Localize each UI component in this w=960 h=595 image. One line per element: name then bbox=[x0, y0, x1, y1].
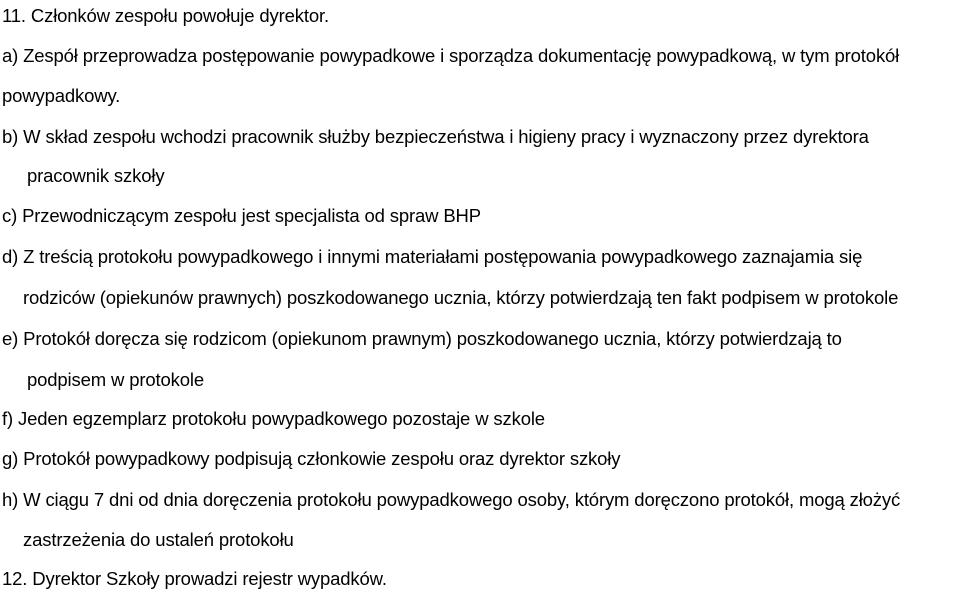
item-d-line-2: rodziców (opiekunów prawnych) poszkodowanego ucznia, którzy potwierdzają ten fakt podpisem w protokole bbox=[23, 287, 899, 308]
item-b-line-2: pracownik szkoły bbox=[27, 165, 165, 186]
item-c: c) Przewodniczącym zespołu jest specjalista od spraw BHP bbox=[2, 205, 481, 226]
item-a-line-2: powypadkowy. bbox=[2, 85, 121, 106]
paragraph-12: 12. Dyrektor Szkoły prowadzi rejestr wypadków. bbox=[2, 568, 387, 589]
item-h-line-2: zastrzeżenia do ustaleń protokołu bbox=[23, 529, 294, 550]
item-b-line-1: b) W skład zespołu wchodzi pracownik służby bezpieczeństwa i higieny pracy i wyznaczony przez dyrektora bbox=[2, 126, 869, 147]
item-g: g) Protokół powypadkowy podpisują członkowie zespołu oraz dyrektor szkoły bbox=[2, 448, 621, 469]
item-a-line-1: a) Zespół przeprowadza postępowanie powypadkowe i sporządza dokumentację powypadkową, w tym protokół bbox=[2, 45, 900, 66]
paragraph-11: 11. Członków zespołu powołuje dyrektor. bbox=[2, 5, 329, 26]
item-f: f) Jeden egzemplarz protokołu powypadkowego pozostaje w szkole bbox=[2, 408, 545, 429]
item-e-line-2: podpisem w protokole bbox=[27, 369, 204, 390]
item-h-line-1: h) W ciągu 7 dni od dnia doręczenia protokołu powypadkowego osoby, którym doręczono protokół, mogą złożyć bbox=[2, 489, 901, 510]
item-d-line-1: d) Z treścią protokołu powypadkowego i innymi materiałami postępowania powypadkowego zaznajamia się bbox=[2, 246, 863, 267]
item-e-line-1: e) Protokół doręcza się rodzicom (opiekunom prawnym) poszkodowanego ucznia, którzy potwierdzają to bbox=[2, 328, 842, 349]
